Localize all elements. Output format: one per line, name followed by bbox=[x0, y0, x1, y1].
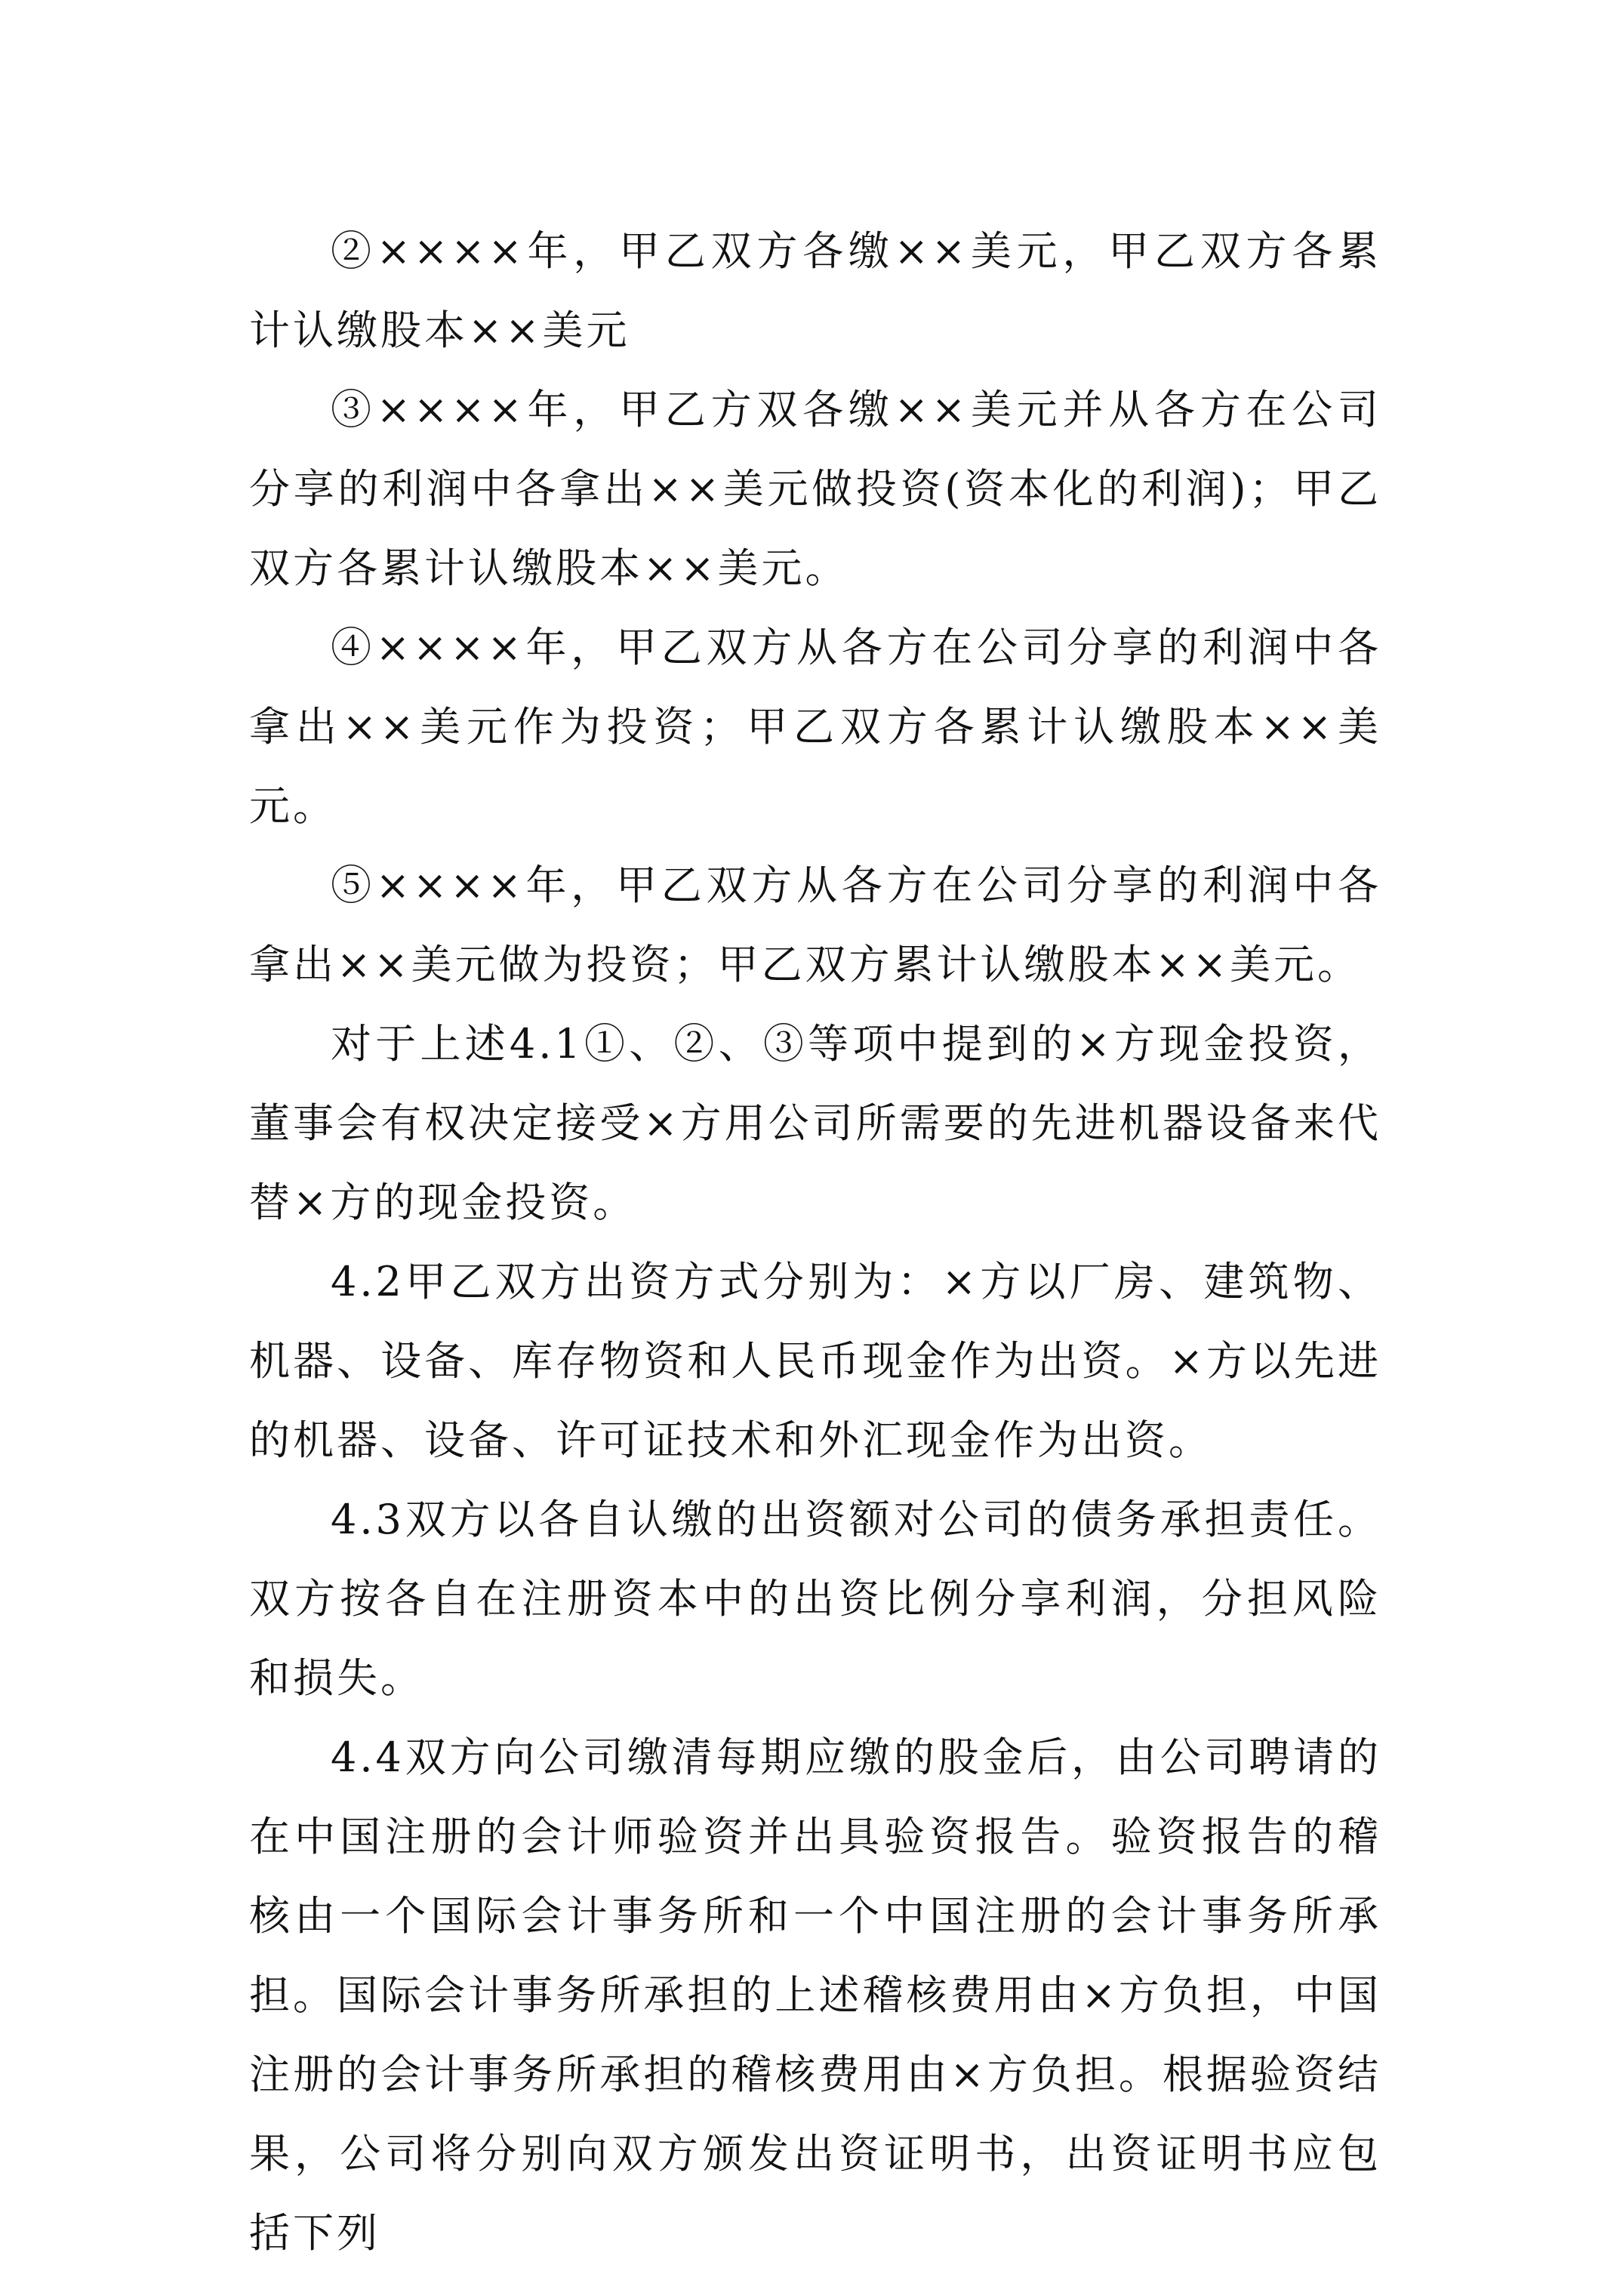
paragraph-clause-4-2: 4.2甲乙双方出资方式分别为：×方以厂房、建筑物、机器、设备、库存物资和人民币现金作为出资。×方以先进的机器、设备、许可证技术和外汇现金作为出资。 bbox=[249, 1258, 1381, 1464]
paragraph-clause-4-4: 4.4双方向公司缴清每期应缴的股金后，由公司聘请的在中国注册的会计师验资并出具验资报告。验资报告的稽核由一个国际会计事务所和一个中国注册的会计事务所承担。国际会计事务所承担的上述稽核费用由×方负担，中国注册的会计事务所承担的稽核费用由×方负担。根据验资结果，公司将分别向双方颁发出资证明书，出资证明书应包括下列 bbox=[249, 1734, 1381, 2257]
paragraph-contribution-5: ⑤××××年，甲乙双方从各方在公司分享的利润中各拿出××美元做为投资；甲乙双方累计认缴股本××美元。 bbox=[249, 861, 1381, 988]
paragraph-clause-4-3: 4.3双方以各自认缴的出资额对公司的债务承担责任。双方按各自在注册资本中的出资比例分享利润，分担风险和损失。 bbox=[249, 1496, 1381, 1702]
document-body bbox=[249, 211, 1381, 2273]
paragraph-contribution-4: ④××××年，甲乙双方从各方在公司分享的利润中各拿出××美元作为投资；甲乙双方各累计认缴股本××美元。 bbox=[249, 624, 1381, 830]
paragraph-cash-investment-note: 对于上述4.1①、②、③等项中提到的×方现金投资，董事会有权决定接受×方用公司所需要的先进机器设备来代替×方的现金投资。 bbox=[249, 1020, 1381, 1226]
paragraph-contribution-3: ③××××年，甲乙方双各缴××美元并从各方在公司分享的利润中各拿出××美元做投资(资本化的利润)；甲乙双方各累计认缴股本××美元。 bbox=[249, 386, 1381, 592]
paragraph-contribution-2: ②××××年，甲乙双方各缴××美元，甲乙双方各累计认缴股本××美元 bbox=[249, 227, 1381, 354]
